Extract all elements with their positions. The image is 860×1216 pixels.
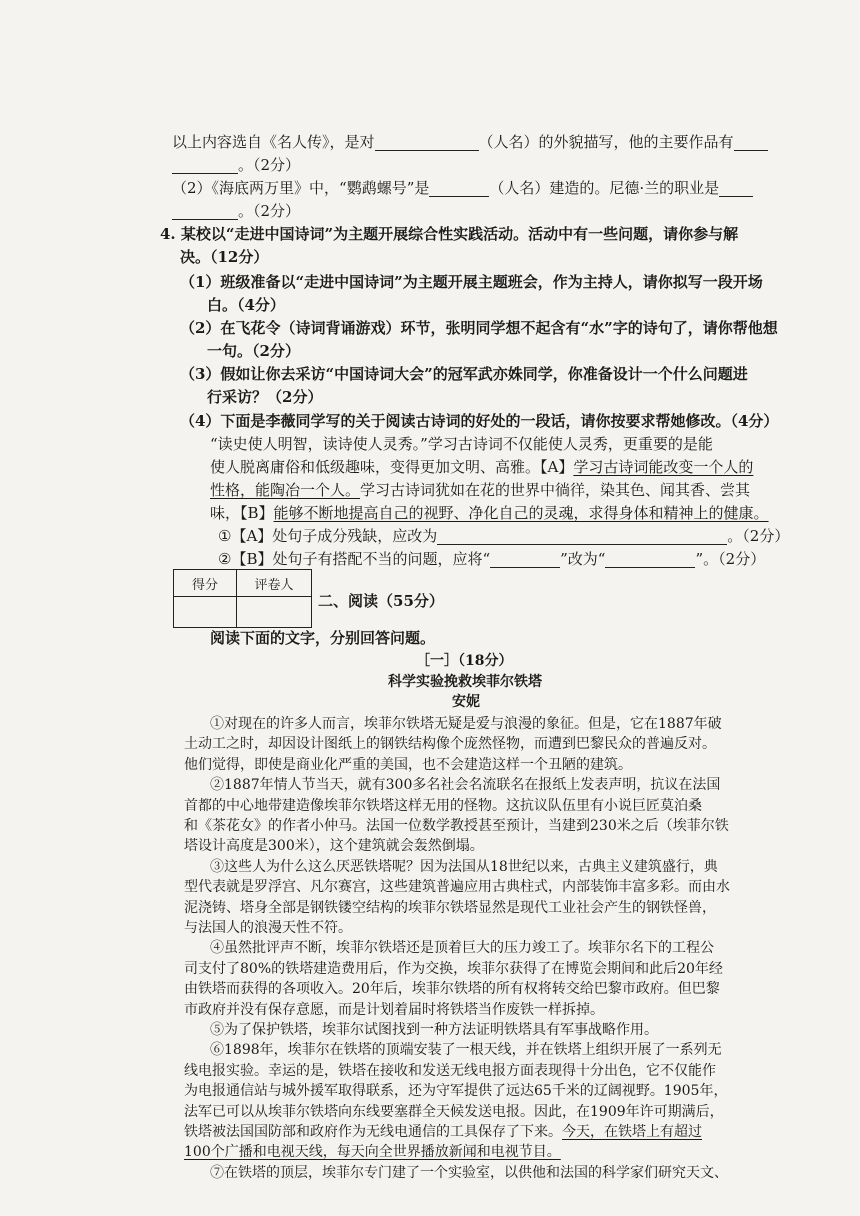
- article-line: ①对现在的许多人而言，埃菲尔铁塔无疑是爱与浪漫的象征。但是，它在1887年破: [210, 716, 722, 732]
- q3-line1: 以上内容选自《名人传》，是对 （人名）的外貌描写，他的主要作品有: [172, 130, 768, 154]
- article-line: 他们觉得，即使是商业化严重的美国，也不会建造这样一个丑陋的建筑。: [184, 756, 632, 773]
- article-line: ⑤为了保护铁塔，埃菲尔试图找到一种方法证明铁塔具有军事战略作用。: [210, 1022, 658, 1038]
- article-line: ⑥1898年，埃菲尔在铁塔的顶端安装了一根天线，并在铁塔上组织开展了一系列无: [210, 1042, 722, 1059]
- article-line: 型代表就是罗浮宫、凡尔赛宫，这些建筑普遍应用古典柱式，内部装饰丰富多彩。而由水: [184, 879, 730, 896]
- q4-answer-2: ②【B】处句子有搭配不当的问题，应将“ ”改为“ ”。（2分）: [218, 550, 766, 568]
- q4-stem-cont: 决。（12分）: [180, 248, 269, 266]
- answer-blank[interactable]: [429, 178, 489, 197]
- article-line: ③这些人为什么这么厌恶铁塔呢？因为法国从18世纪以来，古典主义建筑盛行，典: [210, 858, 718, 875]
- article-line: 塔设计高度是300米），这个建筑就会轰然倒塌。: [184, 838, 484, 855]
- q3-line2: 。（2分）: [172, 153, 300, 177]
- article-title: 科学实验挽救埃菲尔铁塔: [388, 674, 542, 690]
- q4-sub1-cont: 白。（4分）: [207, 296, 285, 314]
- score-cell: [174, 597, 237, 628]
- score-header: 得分: [174, 570, 237, 597]
- grader-header: 评卷人: [237, 570, 312, 597]
- q4-para-line: 使人脱离庸俗和低级趣味，变得更加文明、高雅。【A】学习古诗词能改变一个人的: [210, 458, 754, 476]
- article-line: ⑦在铁塔的顶层，埃菲尔专门建了一个实验室，以供他和法国的科学家们研究天文、: [210, 1164, 728, 1181]
- q4-answer-1: ①【A】处句子成分残缺，应改为 。（2分）: [218, 527, 790, 545]
- answer-blank[interactable]: [172, 201, 238, 220]
- article-line: 市政府并没有保存意愿，而是计划着届时将铁塔当作废铁一样拆掉。: [184, 1001, 604, 1018]
- q4-stem: 4. 某校以“走进中国诗词”为主题开展综合性实践活动。活动中有一些问题，请你参与解: [160, 225, 739, 243]
- article-author: 安妮: [452, 694, 480, 710]
- answer-blank[interactable]: [172, 155, 238, 174]
- q4-sub4: （4）下面是李薇同学写的关于阅读古诗词的好处的一段话，请你按要求帮她修改。（4分）: [180, 412, 779, 430]
- q4-para-line: 性格，能陶冶一个人。学习古诗词犹如在花的世界中徜徉，染其色、闻其香、尝其: [210, 481, 751, 499]
- article-line: ②1887年情人节当天，就有300多名社会名流联名在报纸上发表声明，抗议在法国: [210, 777, 721, 794]
- q4-para-line: “读史使人明智，读诗使人灵秀。”学习古诗词不仅能使人灵秀，更重要的是能: [210, 435, 713, 453]
- article-line: 土动工之时，却因设计图纸上的钢铁结构像个庞然怪物，而遭到巴黎民众的普遍反对。: [184, 736, 716, 753]
- q4-para-line: 味，【B】能够不断地提高自己的视野、净化自己的灵魂，求得身体和精神上的健康。: [210, 504, 769, 522]
- answer-blank[interactable]: [375, 132, 479, 151]
- passage-part: ［一］（18分）: [416, 653, 513, 669]
- answer-blank[interactable]: [734, 132, 768, 151]
- answer-blank[interactable]: [605, 549, 695, 568]
- grader-cell: [237, 597, 312, 628]
- score-table: [173, 569, 312, 628]
- article-line: 由铁塔而获得的各项收入。20年后，埃菲尔铁塔的所有权将转交给巴黎市政府。但巴黎: [184, 981, 720, 998]
- article-line: ④虽然批评声不断，埃菲尔铁塔还是顶着巨大的压力竣工了。埃菲尔名下的工程公: [210, 940, 714, 957]
- q4-sub2-cont: 一句。（2分）: [207, 342, 300, 360]
- reading-instruction: 阅读下面的文字，分别回答问题。: [210, 629, 436, 647]
- article-line: 100个广播和电视天线，每天向全世界播放新闻和电视节目。: [184, 1144, 561, 1161]
- q4-sub2: （2）在飞花令（诗词背诵游戏）环节，张明同学想不起含有“水”字的诗句了，请你帮他想: [180, 319, 778, 337]
- article-line: 司支付了80%的铁塔建造费用后，作为交换，埃菲尔获得了在博览会期间和此后20年经: [184, 960, 723, 977]
- q4-sub1: （1）班级准备以“走进中国诗词”为主题开展主题班会，作为主持人，请你拟写一段开场: [180, 273, 763, 291]
- article-line: 和《茶花女》的作者小仲马。法国一位数学教授甚至预计，当建到230米之后（埃菲尔铁: [184, 818, 729, 834]
- underlined-phrase: 今天，在铁塔上有超过: [562, 1124, 702, 1140]
- q4-sub3: （3）假如让你去采访“中国诗词大会”的冠军武亦姝同学，你准备设计一个什么问题进: [180, 365, 748, 383]
- article-line: 线电报实验。幸运的是，铁塔在接收和发送无线电报方面表现得十分出色，它不仅能作: [184, 1062, 716, 1079]
- article-line: 铁塔被法国国防部和政府作为无线电通信的工具保存了下来。今天，在铁塔上有超过: [184, 1124, 702, 1140]
- article-line: 与法国人的浪漫天性不符。: [184, 920, 352, 936]
- answer-blank[interactable]: [719, 178, 753, 197]
- q3-line4: 。（2分）: [172, 199, 300, 223]
- section-title: 二、阅读（55分）: [318, 592, 444, 610]
- article-line: 为电报通信站与城外援军取得联系，还为守军提供了远达65千米的辽阔视野。1905年，: [184, 1083, 728, 1100]
- answer-blank[interactable]: [490, 549, 560, 568]
- article-line: 首都的中心地带建造像埃菲尔铁塔这样无用的怪物。这抗议队伍里有小说巨匠莫泊桑: [184, 797, 702, 814]
- q3-line3: （2）《海底两万里》中，“鹦鹉螺号”是 （人名）建造的。尼德·兰的职业是: [172, 176, 753, 200]
- q4-sub3-cont: 行采访？（2分）: [207, 388, 323, 406]
- article-line: 法军已可以从埃菲尔铁塔向东线要塞群全天候发送电报。因此，在1909年许可期满后，: [184, 1103, 724, 1120]
- answer-blank[interactable]: [437, 526, 727, 545]
- article-line: 泥浇铸、塔身全部是钢铁镂空结构的埃菲尔铁塔显然是现代工业社会产生的钢铁怪兽，: [184, 899, 716, 916]
